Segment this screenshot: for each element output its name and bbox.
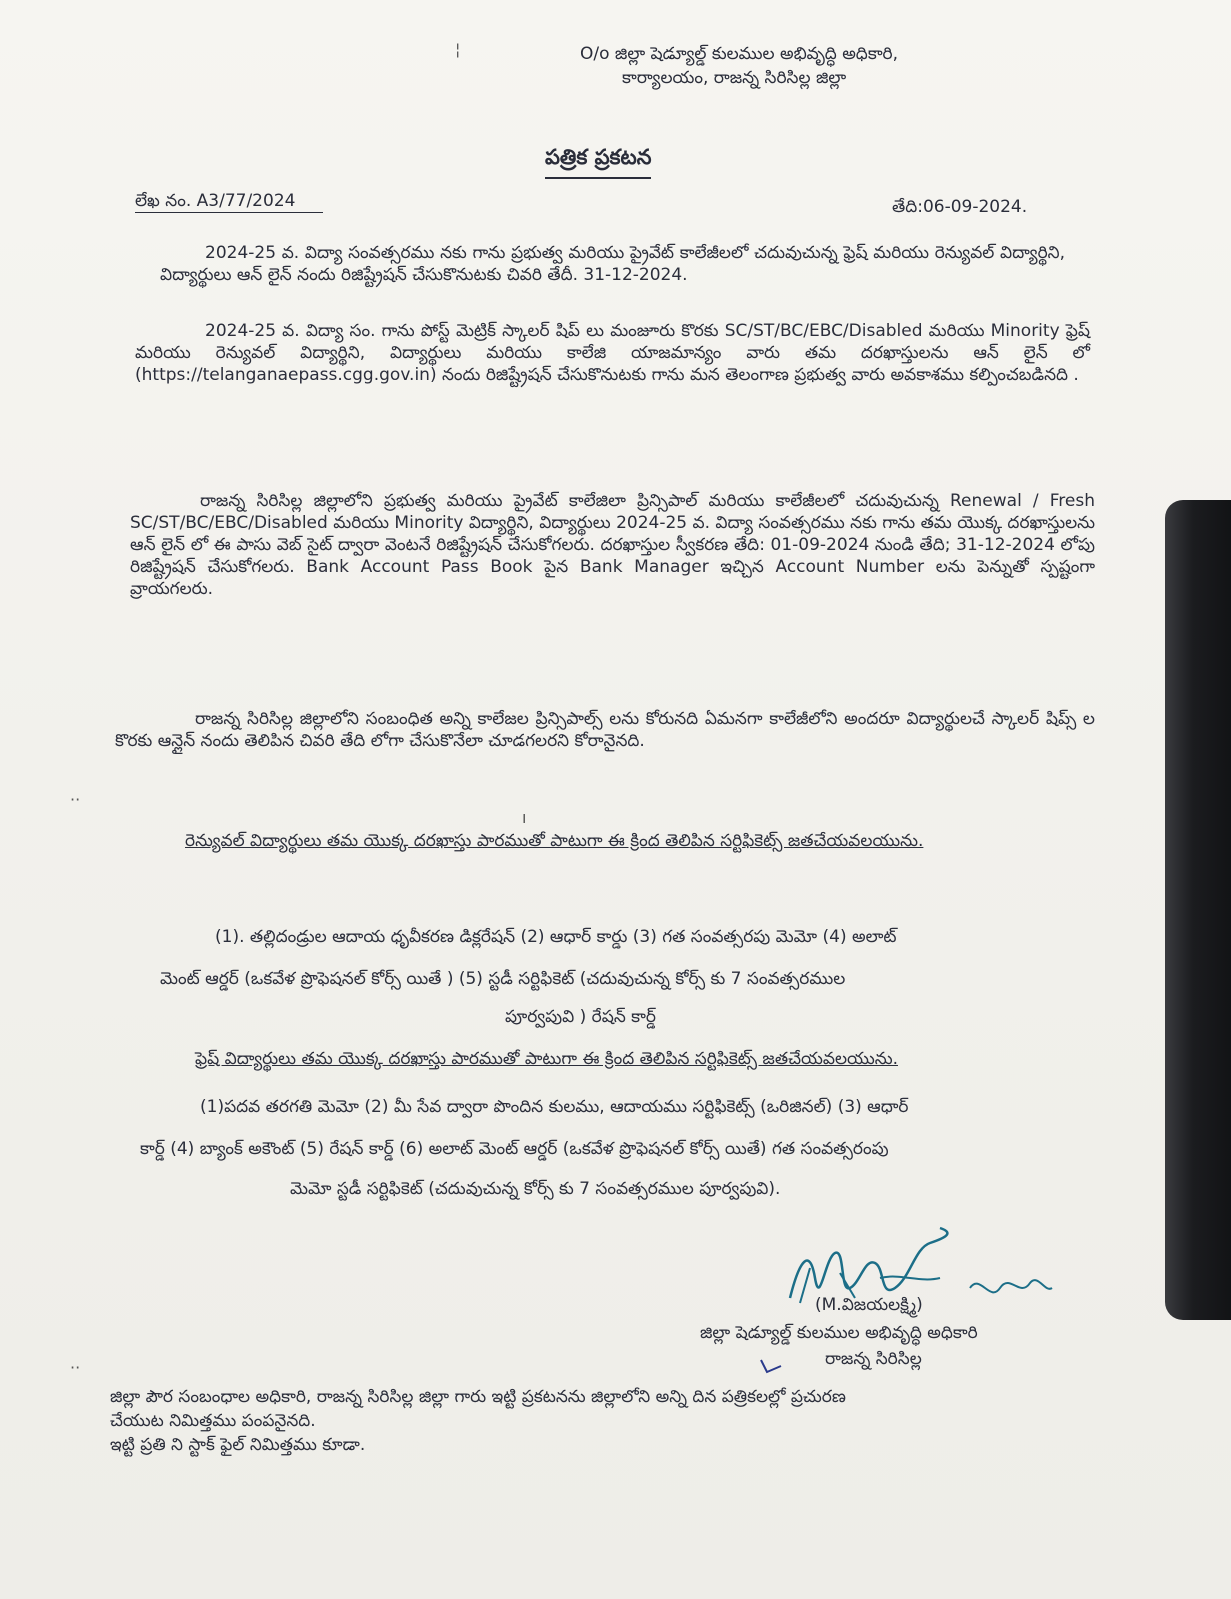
- reference-number: లేఖ నం. A3/77/2024: [135, 190, 323, 213]
- page-title: పత్రిక ప్రకటన: [545, 145, 651, 179]
- renewal-list-line1: (1). తల్లిదండ్రుల ఆదాయ ధృవీకరణ డిక్లరేషన్ (2) ఆధార్ కార్డు (3) గత సంవత్సరపు మెమో (4) అలాట్: [215, 927, 897, 947]
- paragraph-scholarship-intro: 2024-25 వ. విద్యా సం. గాను పోస్ట్ మెట్రిక్ స్కాలర్ షిప్ లు మంజూరు కొరకు SC/ST/BC/EBC/Disabled మరియు Minority ఫ్రెష్ మరియు రెన్యువల్ విద్యార్థిని, విద్యార్థులు మరియు కాలేజి యాజమాన్యం వారు తమ దరఖాస్తులను ఆన్ లైన్ లో (https://telanganaepass.cgg.gov.in) నందు రిజిష్ట్రేషన్ చేసుకొనుటకు గాను మన తెలంగాణ ప్రభుత్వ వారు అవకాశము కల్పించబడినది .: [135, 321, 1090, 385]
- fresh-heading: ఫ్రెష్ విద్యార్థులు తమ యొక్క దరఖాస్తు పారముతో పాటుగా ఈ క్రింద తెలిపిన సర్టిఫికెట్స్ జతచేయవలయును.: [195, 1049, 898, 1069]
- office-header-line1: O/o జిల్లా షెడ్యూల్డ్ కులముల అభివృద్ధి అధికారి,: [580, 44, 899, 64]
- fresh-list-line3: మెమో స్టడీ సర్టిఫికెట్ (చదువుచున్న కోర్స్ కు 7 సంవత్సరముల పూర్వపువి).: [290, 1179, 781, 1199]
- check-mark-icon: [758, 1352, 784, 1376]
- stray-mark: ¦: [455, 40, 461, 59]
- fresh-list-line1: (1)పదవ తరగతి మెమో (2) మీ సేవ ద్వారా పొందిన కులము, ఆదాయము సర్టిఫికెట్స్ (ఒరిజినల్) (3) ఆధార్: [200, 1097, 909, 1117]
- stray-dots: ··: [70, 1358, 81, 1377]
- renewal-list-line2: మెంట్ ఆర్డర్ (ఒకవేళ ప్రొఫెషనల్ కోర్స్ యితే ) (5) స్టడీ సర్టిఫికెట్ (చదువుచున్న కోర్స్ కు 7 సంవత్సరముల: [160, 969, 846, 989]
- paragraph-college-instructions: రాజన్న సిరిసిల్ల జిల్లాలోని ప్రభుత్వ మరియు ప్రైవేట్ కాలేజిలా ప్రిన్సిపాల్ మరియు కాలేజీలలో చదువుచున్న Renewal / Fresh SC/ST/BC/EBC/Disabled మరియు Minority విద్యార్థిని, విద్యార్థులు 2024-25 వ. విద్యా సంవత్సరము నకు గాను తమ యొక్క దరఖాస్తులను ఆన్ లైన్ లో ఈ పాసు వెబ్ సైట్ ద్వారా వెంటనే రిజిష్ట్రేషన్ చేసుకోగలరు. దరఖాస్తుల స్వీకరణ తేది: 01-09-2024 నుండి తేది; 31-12-2024 లోపు రిజిష్ట్రేషన్ చేసుకోగలరు. Bank Account Pass Book పైన Bank Manager ఇచ్చిన Account Number లను పెన్నుతో స్పష్టంగా వ్రాయగలరు.: [130, 491, 1095, 599]
- phone-edge-shadow: [1165, 500, 1231, 1320]
- fresh-list-line2: కార్డ్ (4) బ్యాంక్ అకౌంట్ (5) రేషన్ కార్డ్ (6) అలాట్ మెంట్ ఆర్డర్ (ఒకవేళ ప్రొఫెషనల్ కోర్స్ యితే) గత సంవత్సరంపు: [140, 1139, 889, 1159]
- footer-line3: ఇట్టి ప్రతి ని స్టాక్ ఫైల్ నిమిత్తము కూడా.: [110, 1435, 366, 1455]
- signatory-designation: జిల్లా షెడ్యూల్డ్ కులముల అభివృద్ధి అధికారి: [700, 1323, 978, 1343]
- paragraph-deadline: 2024-25 వ. విద్యా సంవత్సరము నకు గాను ప్రభుత్వ మరియు ప్రైవేట్ కాలేజీలలో చదువుచున్న ఫ్రెష్ మరియు రెన్యువల్ విద్యార్థిని, విద్యార్థులు ఆన్ లైన్ నందు రిజిష్ట్రేషన్ చేసుకొనుటకు చివరి తేదీ. 31-12-2024.: [160, 243, 1065, 285]
- stray-mark: ı: [522, 808, 527, 827]
- footer-line1: జిల్లా పౌర సంబంధాల అధికారి, రాజన్న సిరిసిల్ల జిల్లా గారు ఇట్టి ప్రకటనను జిల్లాలోని అన్ని దిన పత్రికలల్లో ప్రచురణ: [110, 1387, 846, 1407]
- signatory-place: రాజన్న సిరిసిల్ల: [825, 1349, 922, 1369]
- footer-line2: చేయుట నిమిత్తము పంపనైనది.: [110, 1411, 316, 1431]
- renewal-heading: రెన్యువల్ విద్యార్థులు తమ యొక్క దరఖాస్తు పారముతో పాటుగా ఈ క్రింద తెలిపిన సర్టిఫికెట్స్ జతచేయవలయును.: [185, 831, 924, 851]
- office-header-line2: కార్యాలయం, రాజన్న సిరిసిల్ల జిల్లా: [622, 68, 847, 88]
- stray-dots: ··: [70, 790, 81, 809]
- paragraph-principal-request: రాజన్న సిరిసిల్ల జిల్లాలోని సంబంధిత అన్ని కాలేజల ప్రిన్సిపాల్స్ లను కోరునది ఏమనగా కాలేజీలోని అందరూ విద్యార్థులచే స్కాలర్ షిప్స్ ల కొరకు ఆన్లైన్ నందు తెలిపిన చివరి తేది లోగా చేసుకొనేలా చూడగలరని కోరానైనది.: [115, 709, 1095, 751]
- renewal-list-line3: పూర్వపువి ) రేషన్ కార్డ్: [505, 1007, 656, 1027]
- document-date: తేది:06-09-2024.: [892, 197, 1028, 217]
- signatory-name: (M.విజయలక్ష్మి): [815, 1295, 923, 1315]
